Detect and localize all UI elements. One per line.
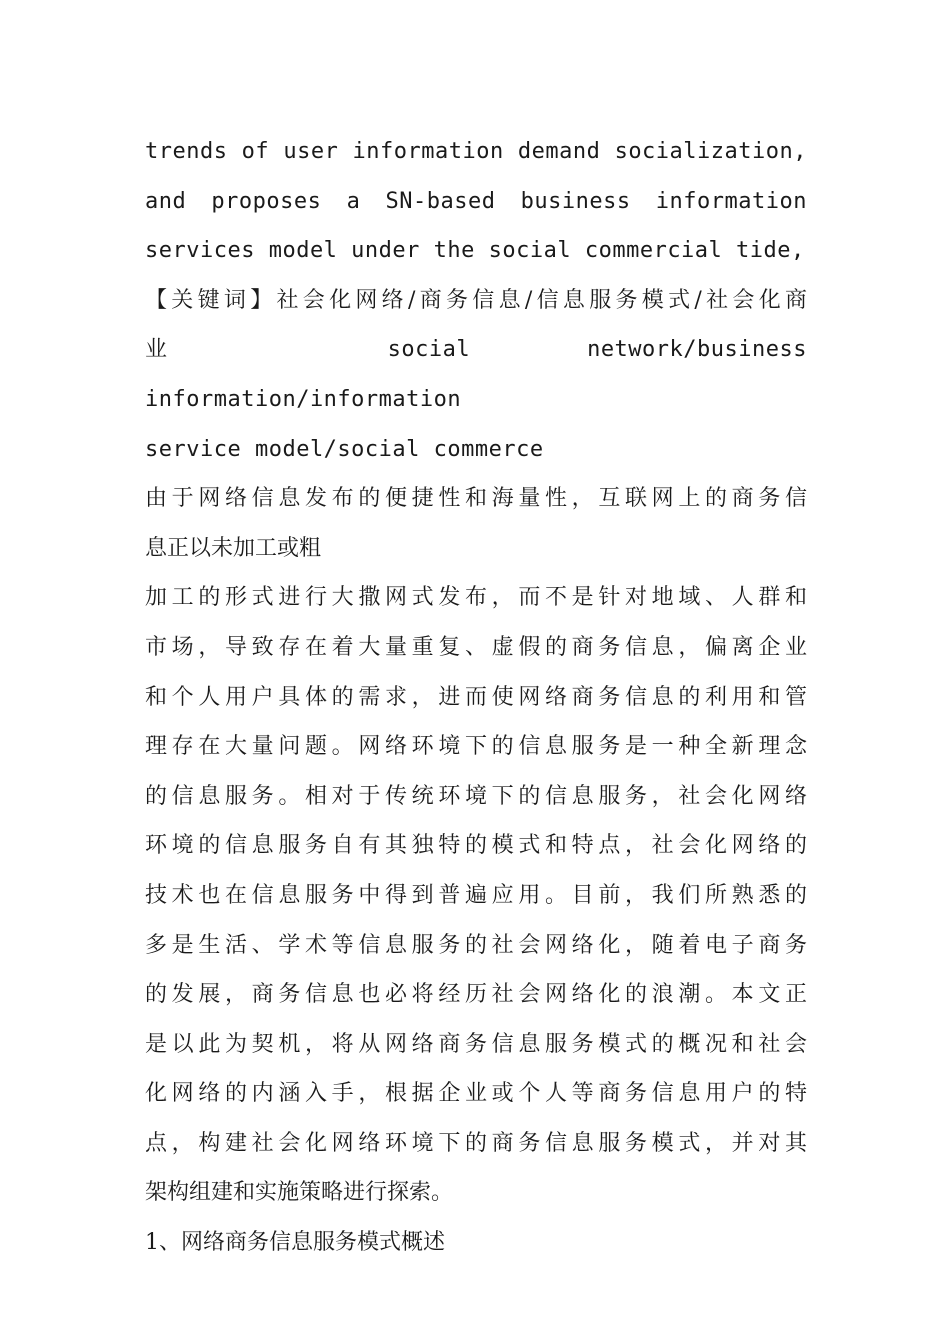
body-paragraph-2-line: 点，构建社会化网络环境下的商务信息服务模式，并对其 [145, 1130, 807, 1156]
body-paragraph-2-line: 是以此为契机，将从网络商务信息服务模式的概况和社会 [145, 1031, 807, 1057]
body-paragraph-1-line-1: 由于网络信息发布的便捷性和海量性，互联网上的商务信 [145, 486, 807, 512]
body-paragraph-2-last-line: 架构组建和实施策略进行探索。 [145, 1180, 454, 1206]
keywords-line-2: 业 social network/business information/information [145, 337, 807, 412]
keywords-line-1: 【关键词】社会化网络/商务信息/信息服务模式/社会化商 [145, 287, 807, 313]
body-paragraph-2-line: 的信息服务。相对于传统环境下的信息服务，社会化网络 [145, 783, 807, 809]
body-paragraph-2-line: 化网络的内涵入手，根据企业或个人等商务信息用户的特 [145, 1081, 807, 1107]
body-paragraph-2-line: 和个人用户具体的需求，进而使网络商务信息的利用和管 [145, 684, 807, 710]
body-paragraph-2-line: 市场，导致存在着大量重复、虚假的商务信息，偏离企业 [145, 634, 807, 660]
body-paragraph-1-line-2: 息正以未加工或粗 [145, 535, 322, 561]
body-paragraph-2-line: 环境的信息服务自有其独特的模式和特点，社会化网络的 [145, 833, 807, 859]
body-paragraph-2-line: 理存在大量问题。网络环境下的信息服务是一种全新理念 [145, 734, 807, 760]
body-paragraph-2-line: 的发展，商务信息也必将经历社会网络化的浪潮。本文正 [145, 982, 807, 1008]
keywords-line-3: service model/social commerce [145, 436, 544, 462]
document-page [145, 127, 807, 1268]
abstract-en-line-1: trends of user information demand socialization, [145, 139, 807, 164]
body-paragraph-2-line: 技术也在信息服务中得到普遍应用。目前，我们所熟悉的 [145, 882, 807, 908]
section-heading: 1、网络商务信息服务模式概述 [145, 1230, 445, 1256]
body-paragraph-2-line: 多是生活、学术等信息服务的社会网络化，随着电子商务 [145, 932, 807, 958]
abstract-en-line-2: and proposes a SN-based business information [145, 188, 807, 214]
abstract-en-line-3: services model under the social commercial tide, [145, 238, 805, 264]
body-paragraph-2-line: 加工的形式进行大撒网式发布，而不是针对地域、人群和 [145, 585, 807, 611]
